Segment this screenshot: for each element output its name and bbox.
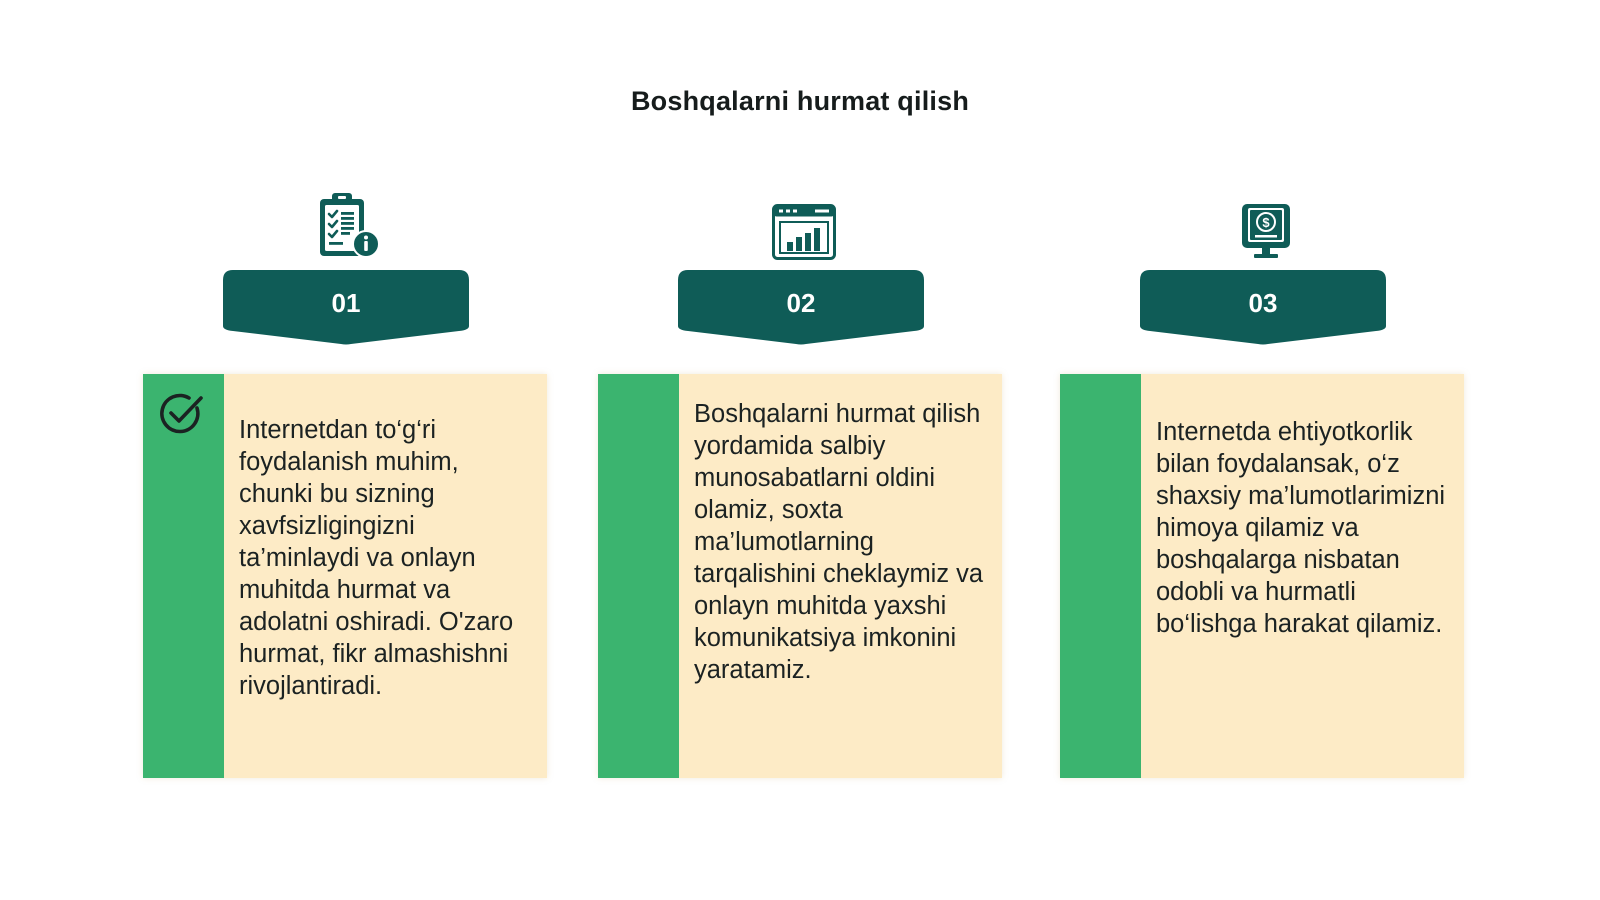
svg-text:$: $ (1262, 215, 1270, 230)
check-circle-icon (159, 392, 205, 436)
step-description: Internetdan to‘g‘ri foydalanish muhim, chunki bu sizning xavfsizligingizni ta’minlaydi va onlayn muhitda hurmat va adolatni oshiradi. O'zaro hurmat, fikr almashishni rivojlantiradi. (239, 416, 514, 700)
step-description: Internetda ehtiyotkorlik bilan foydalansak, o‘z shaxsiy ma’lumotlarimizni himoya qilamiz va boshqalarga nisbatan odobli va hurmatli bo‘lishga harakat qilamiz. (1156, 418, 1446, 638)
step-badge-2 (678, 270, 924, 346)
step-column-3 (1060, 180, 1472, 780)
step-number: 02 (786, 288, 816, 318)
dollar-monitor-icon (1060, 190, 1472, 260)
card-accent-strip (1060, 374, 1141, 778)
card-accent-strip (143, 374, 224, 778)
bar-chart-window-icon (598, 190, 1010, 260)
step-column-1 (143, 180, 555, 780)
step-number: 01 (331, 288, 361, 318)
step-number: 03 (1248, 288, 1278, 318)
step-card-2 (598, 374, 1002, 778)
clipboard-checklist-info-icon (143, 190, 555, 260)
step-column-2 (598, 180, 1010, 780)
step-card-3 (1060, 374, 1464, 778)
slide-title: Boshqalarni hurmat qilish (630, 86, 970, 116)
card-accent-strip (598, 374, 679, 778)
step-badge-3 (1140, 270, 1386, 346)
step-badge-1 (223, 270, 469, 346)
step-description: Boshqalarni hurmat qilish yordamida salbiy munosabatlarni oldini olamiz, soxta ma’lumotlarning tarqalishini cheklaymiz va onlayn muhitda yaxshi komunikatsiya imkonini yaratamiz. (694, 400, 984, 684)
step-card-1 (143, 374, 547, 778)
